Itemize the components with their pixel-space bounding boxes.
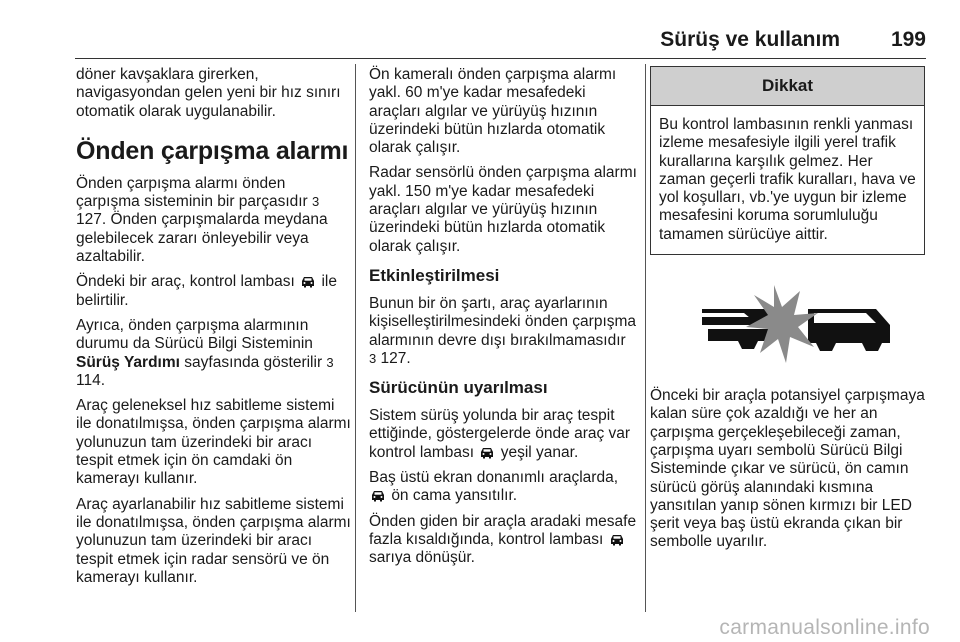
- running-title: Sürüş ve kullanım: [660, 28, 840, 51]
- paragraph: Araç ayarlanabilir hız sabitleme sistemi ile donatılmışsa, önden çarpışma alarmı yolunuzun tam üzerindeki bir aracı tespit etmek için radar sensörü ve ön kamerayı kullanır.: [76, 495, 351, 586]
- column-2: [369, 66, 637, 575]
- page-reference[interactable]: 114: [76, 371, 101, 389]
- car-front-icon: [301, 276, 315, 288]
- paragraph: Baş üstü ekran donanımlı araçlarda, ön cama yansıtılır.: [369, 469, 618, 505]
- subheading-activation: Etkinleştirilmesi: [369, 265, 500, 285]
- paragraph: Önden giden bir araçla aradaki mesafe fazla kısaldığında, kontrol lambası sarıya dönüşür.: [369, 512, 637, 567]
- paragraph: Önden çarpışma alarmı önden çarpışma sisteminin bir parçasıdır 3 127. Önden çarpışmalarda meydana gelebilecek zararı önleyebilir veya azaltabilir.: [76, 174, 328, 266]
- column-1: [76, 66, 351, 594]
- column-divider: [645, 64, 646, 612]
- page-reference[interactable]: 127: [76, 211, 102, 229]
- paragraph: Ayrıca, önden çarpışma alarmının durumu da Sürücü Bilgi Sisteminin Sürüş Yardımı sayfasında gösterilir 3 114.: [76, 316, 334, 389]
- caution-title: Dikkat: [651, 67, 924, 106]
- car-front-icon: [610, 534, 624, 546]
- collision-warning-icon: [650, 269, 926, 373]
- menu-term: Sürüş Yardımı: [76, 353, 180, 371]
- subheading-driver-warning: Sürücünün uyarılması: [369, 378, 548, 398]
- column-3: [650, 66, 926, 559]
- car-front-icon: [371, 490, 385, 502]
- watermark: carmanualsonline.info: [719, 616, 930, 639]
- collision-warning-symbol: [650, 269, 926, 373]
- section-heading: Önden çarpışma alarmı: [76, 136, 349, 165]
- paragraph: Öndeki bir araç, kontrol lambası ile belirtilir.: [76, 273, 337, 309]
- paragraph: Ön kameralı önden çarpışma alarmı yakl. 60 m'ye kadar mesafedeki araçları algılar ve yürüyüş hızının üzerindeki bütün hızlarda otomatik olarak çalışır.: [369, 66, 617, 157]
- paragraph: Bunun bir ön şartı, araç ayarlarının kişiselleştirilmesindeki önden çarpışma alarmının devre dışı bırakılmamasıdır 3 127.: [369, 294, 637, 367]
- reference-arrow-icon: 3: [326, 354, 334, 370]
- paragraph: döner kavşaklara girerken, navigasyondan gelen yeni bir hız sınırı otomatik olarak uygulanabilir.: [76, 66, 341, 120]
- header-rule: [75, 58, 926, 59]
- caution-text: Bu kontrol lambasının renkli yanması izleme mesafesiyle ilgili yerel trafik kurallarına karşılık gelmez. Her zaman geçerli trafik kuralları, hava ve yol koşulları, vb.'ye uygun bir izleme mesafesini koruma sorumluluğu tamamen sürücüye aittir.: [659, 116, 916, 243]
- paragraph: Önceki bir araçla potansiyel çarpışmaya kalan süre çok azaldığı ve her an çarpışma gerçekleşebileceği zaman, çarpışma uyarı sembolü Sürücü Bilgi Sisteminde çıkar ve sürücü, ön camın sürücü görüş alanındaki kısmına yansıtılan yanıp sönen kırmızı bir LED şerit veya baş üstü ekranda çıkan bir sembolle uyarılır.: [650, 387, 925, 551]
- page-header: [620, 22, 926, 58]
- page-number: 199: [890, 28, 926, 51]
- paragraph: Radar sensörlü önden çarpışma alarmı yakl. 150 m'ye kadar mesafedeki araçları algılar ve yürüyüş hızının üzerindeki bütün hızlarda otomatik olarak çalışır.: [369, 164, 637, 255]
- column-divider: [355, 64, 356, 612]
- paragraph: Sistem sürüş yolunda bir araç tespit ettiğinde, göstergelerde önde araç var kontrol lambası yeşil yanar.: [369, 407, 631, 461]
- paragraph: Araç geleneksel hız sabitleme sistemi ile donatılmışsa, önden çarpışma alarmı yolunuzun tam üzerindeki bir aracı tespit etmek için ön camdaki ön kamerayı kullanır.: [76, 397, 351, 488]
- page-reference[interactable]: 127: [380, 349, 407, 367]
- reference-arrow-icon: 3: [312, 194, 320, 210]
- reference-arrow-icon: 3: [369, 350, 377, 366]
- car-front-icon: [480, 447, 494, 459]
- caution-box: [650, 66, 925, 255]
